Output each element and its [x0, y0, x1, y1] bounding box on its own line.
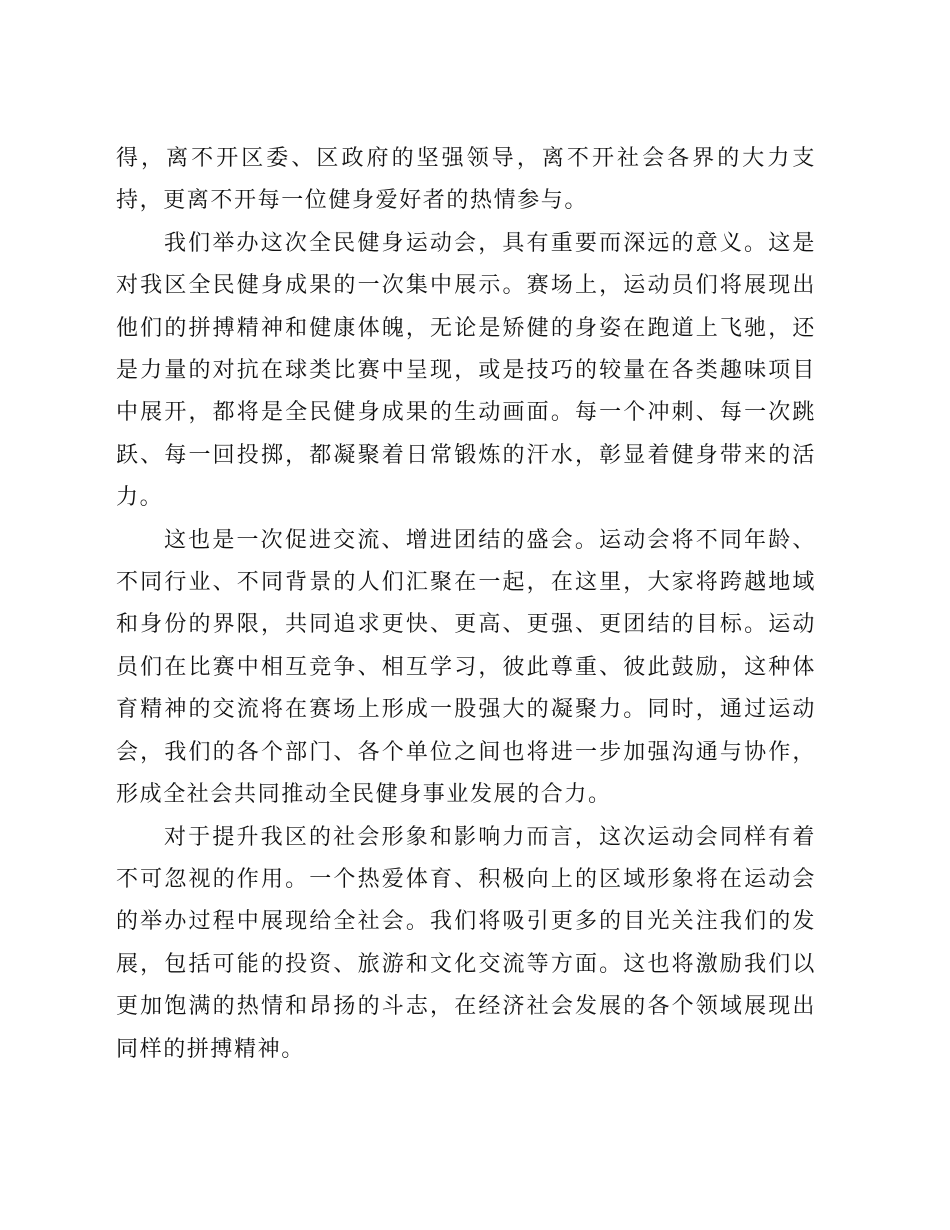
paragraph-2: 我们举办这次全民健身运动会，具有重要而深远的意义。这是对我区全民健身成果的一次集中展示。赛场上，运动员们将展现出他们的拼搏精神和健康体魄，无论是矫健的身姿在跑道上飞驰，还是力量的对抗在球类比赛中呈现，或是技巧的较量在各类趣味项目中展开，都将是全民健身成果的生动画面。每一个冲刺、每一次跳跃、每一回投掷，都凝聚着日常锻炼的汗水，彰显着健身带来的活力。	[116, 230, 816, 511]
paragraph-1: 得，离不开区委、区政府的坚强领导，离不开社会各界的大力支持，更离不开每一位健身爱好者的热情参与。	[116, 146, 816, 214]
body-text	[116, 138, 816, 1071]
paragraph-3: 这也是一次促进交流、增进团结的盛会。运动会将不同年龄、不同行业、不同背景的人们汇聚在一起，在这里，大家将跨越地域和身份的界限，共同追求更快、更高、更强、更团结的目标。运动员们在比赛中相互竞争、相互学习，彼此尊重、彼此鼓励，这种体育精神的交流将在赛场上形成一股强大的凝聚力。同时，通过运动会，我们的各个部门、各个单位之间也将进一步加强沟通与协作，形成全社会共同推动全民健身事业发展的合力。	[116, 527, 816, 808]
paragraph-4: 对于提升我区的社会形象和影响力而言，这次运动会同样有着不可忽视的作用。一个热爱体育、积极向上的区域形象将在运动会的举办过程中展现给全社会。我们将吸引更多的目光关注我们的发展，包括可能的投资、旅游和文化交流等方面。这也将激励我们以更加饱满的热情和昂扬的斗志，在经济社会发展的各个领域展现出同样的拼搏精神。	[116, 824, 816, 1062]
